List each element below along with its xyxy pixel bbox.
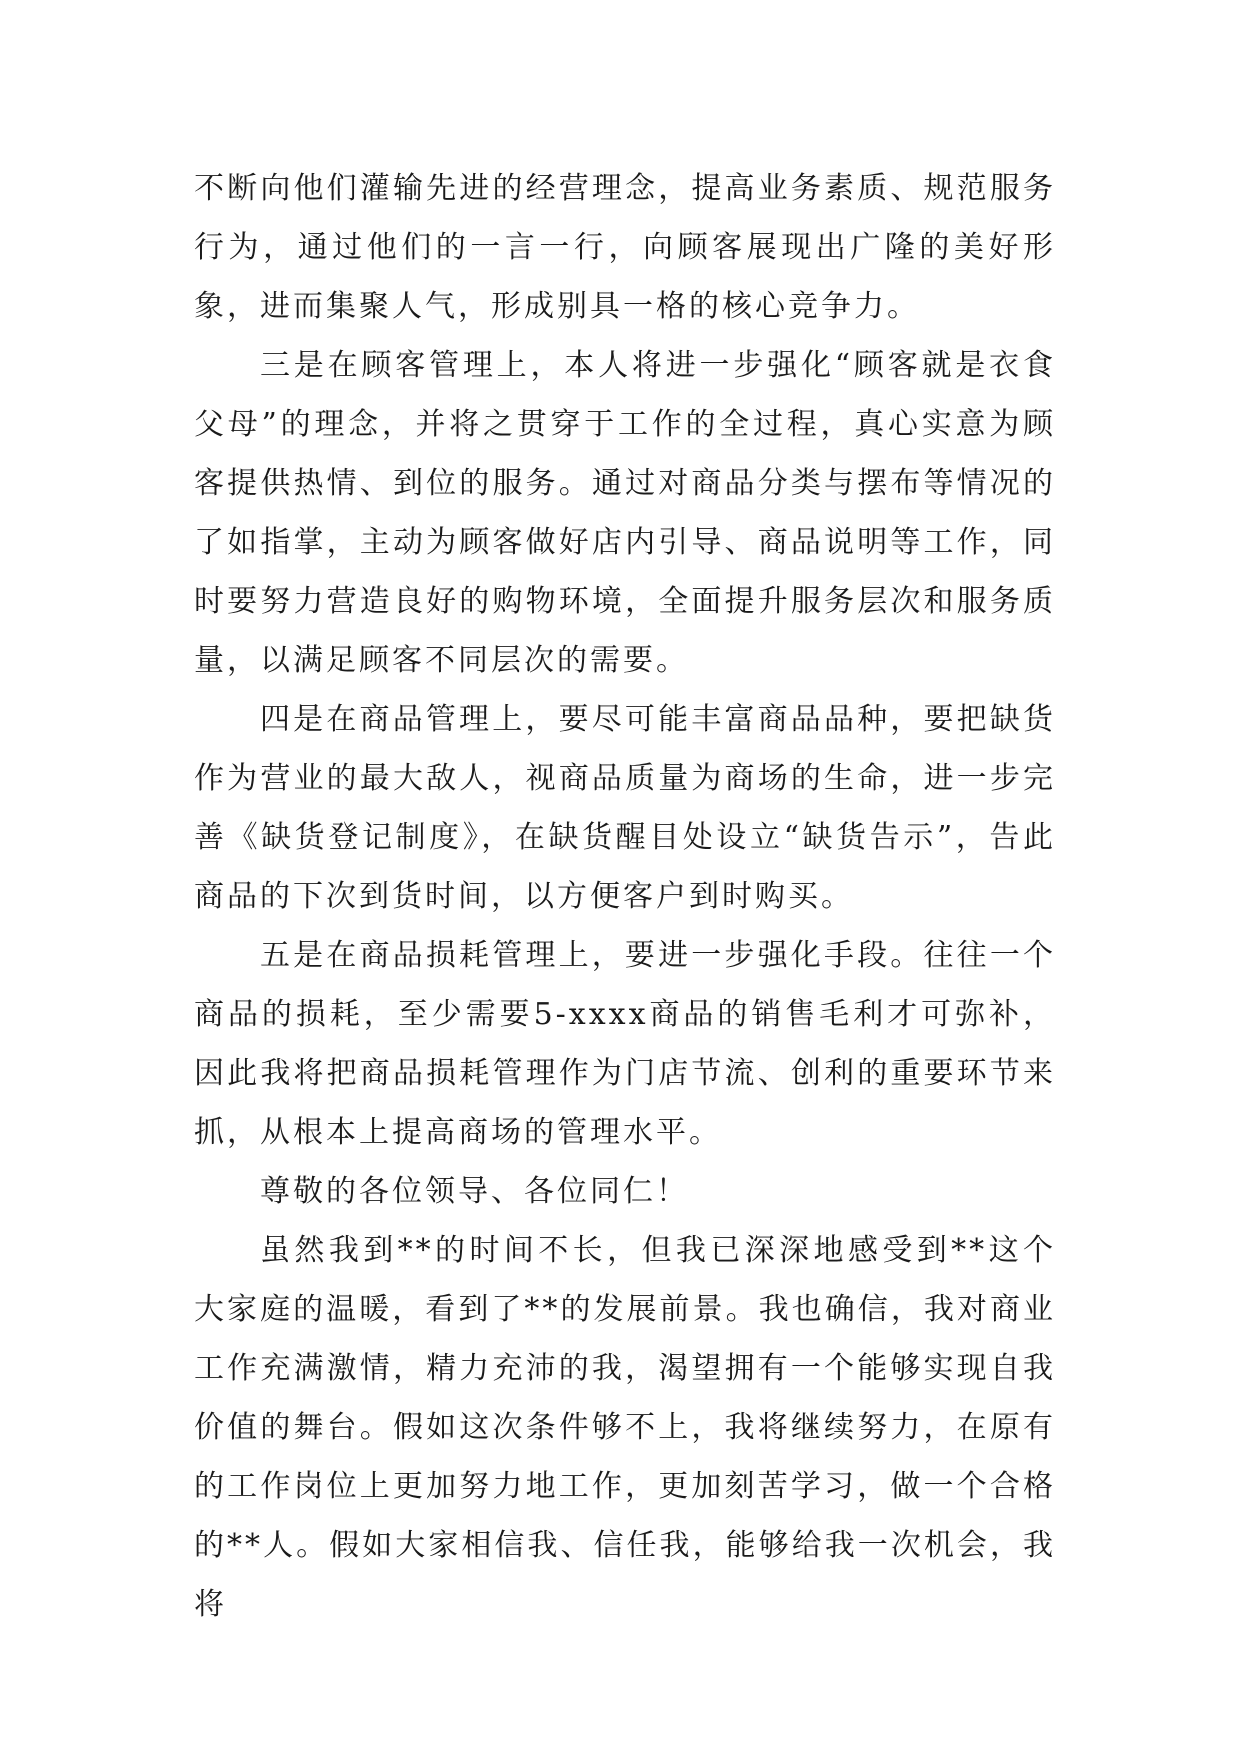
paragraph-customer-management: 三是在顾客管理上，本人将进一步强化“顾客就是衣食父母”的理念，并将之贯穿于工作的全过程，真心实意为顾客提供热情、到位的服务。通过对商品分类与摆布等情况的了如指掌，主动为顾客做好店内引导、商品说明等工作，同时要努力营造良好的购物环境，全面提升服务层次和服务质量，以满足顾客不同层次的需要。 xyxy=(194,348,1056,678)
paragraph-product-management: 四是在商品管理上，要尽可能丰富商品品种，要把缺货作为营业的最大敌人，视商品质量为商场的生命，进一步完善《缺货登记制度》，在缺货醒目处设立“缺货告示”，告此商品的下次到货时间，以方便客户到时购买。 xyxy=(194,702,1056,914)
paragraph-closing: 虽然我到**的时间不长，但我已深深地感受到**这个大家庭的温暖，看到了**的发展前景。我也确信，我对商业工作充满激情，精力充沛的我，渴望拥有一个能够实现自我价值的舞台。假如这次条件够不上，我将继续努力，在原有的工作岗位上更加努力地工作，更加刻苦学习，做一个合格的**人。假如大家相信我、信任我，能够给我一次机会，我将 xyxy=(194,1233,1056,1622)
document-body xyxy=(194,159,1056,1634)
paragraph-loss-management: 五是在商品损耗管理上，要进一步强化手段。往往一个商品的损耗，至少需要5-xxxx商品的销售毛利才可弥补，因此我将把商品损耗管理作为门店节流、创利的重要环节来抓，从根本上提高商场的管理水平。 xyxy=(194,938,1056,1150)
paragraph-continuation: 不断向他们灌输先进的经营理念，提高业务素质、规范服务行为，通过他们的一言一行，向顾客展现出广隆的美好形象，进而集聚人气，形成别具一格的核心竞争力。 xyxy=(194,171,1056,324)
paragraph-salutation: 尊敬的各位领导、各位同仁！ xyxy=(260,1174,689,1209)
